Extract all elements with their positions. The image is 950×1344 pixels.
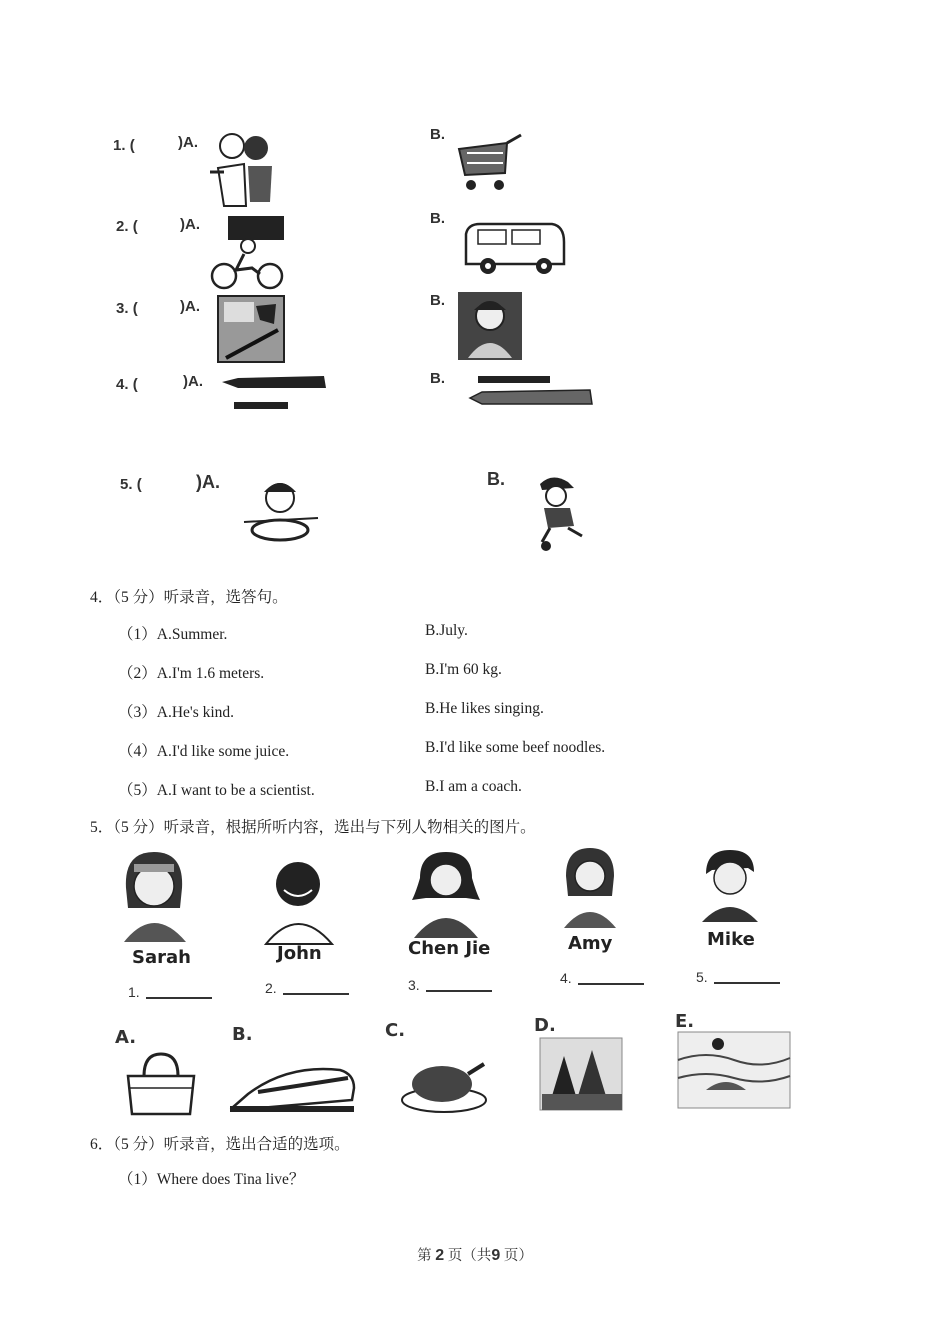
option-b-label: B. [487, 469, 505, 489]
total-page-number: 9 [491, 1247, 501, 1264]
sub-question: （1）Where does Tina live？ [118, 1171, 305, 1188]
girl-portrait-icon [456, 290, 524, 362]
option-b-label: B. [430, 370, 445, 387]
answer-row: （3）A.He's kind. [118, 704, 235, 721]
item-number: 4. ( [116, 376, 138, 393]
question-title: 4．（5 分）听录音，选答句。 [90, 589, 288, 606]
option-d-label: D. [534, 1015, 556, 1036]
train-icon [228, 1054, 358, 1114]
item-number: 3. ( [116, 300, 138, 317]
option-b: B.I'd like some beef noodles. [425, 739, 606, 756]
answer-row: （5）A.I want to be a scientist. [118, 782, 315, 799]
option-b-label: B. [430, 210, 445, 227]
page-footer: 第 2 页（共9 页） [417, 1247, 533, 1264]
answer-blank-4[interactable]: 4. [560, 970, 644, 986]
amy-portrait-icon [560, 846, 620, 928]
van-icon [460, 220, 570, 276]
option-b-label: B. [430, 126, 445, 143]
option-a-label: )A. [180, 298, 200, 315]
handbag-icon [124, 1052, 198, 1116]
forest-icon [538, 1036, 624, 1112]
person-name-mike: Mike [707, 929, 755, 950]
option-a-label: )A. [178, 134, 198, 151]
option-b: B.I'm 60 kg. [425, 661, 502, 678]
option-b: B.July. [425, 622, 468, 639]
option-a-label: )A. [183, 373, 203, 390]
person-name-sarah: Sarah [132, 947, 191, 968]
current-page-number: 2 [435, 1247, 445, 1264]
answer-row: （2）A.I'm 1.6 meters. [118, 665, 265, 682]
answer-blank-5[interactable]: 5. [696, 969, 780, 985]
option-c-label: C. [385, 1020, 406, 1041]
soccer-player-icon [530, 474, 594, 552]
shopping-cart-icon [455, 133, 525, 195]
option-a-label: )A. [196, 472, 220, 492]
beach-icon [676, 1030, 792, 1110]
person-name-amy: Amy [568, 933, 613, 954]
cyclist-icon [208, 212, 288, 292]
item-number: 2. ( [116, 218, 138, 235]
john-portrait-icon [262, 854, 336, 944]
drawing-board-icon [216, 294, 288, 364]
sarah-portrait-icon [118, 848, 190, 942]
question-title: 6．（5 分）听录音，选出合适的选项。 [90, 1136, 350, 1153]
option-b: B.I am a coach. [425, 778, 522, 795]
mike-portrait-icon [698, 848, 760, 922]
option-b-label: B. [430, 292, 445, 309]
option-b-label: B. [232, 1024, 253, 1045]
person-name-john: John [277, 943, 322, 964]
option-e-label: E. [675, 1011, 695, 1032]
answer-row: （4）A.I'd like some juice. [118, 743, 290, 760]
pens-icon [220, 372, 330, 416]
two-people-icon [210, 128, 280, 208]
answer-row: （1）A.Summer. [118, 626, 228, 643]
swimmer-icon [238, 478, 324, 546]
item-number: 5. ( [120, 476, 142, 493]
person-name-chen-jie: Chen Jie [408, 938, 491, 959]
answer-blank-2[interactable]: 2. [265, 980, 349, 996]
option-a-label: A. [115, 1027, 137, 1048]
option-b: B.He likes singing. [425, 700, 544, 717]
answer-blank-1[interactable]: 1. [128, 984, 212, 1000]
chen-jie-portrait-icon [406, 848, 486, 938]
item-number: 1. ( [113, 137, 135, 154]
answer-blank-3[interactable]: 3. [408, 977, 492, 993]
pens-icon [468, 372, 596, 410]
option-a-label: )A. [180, 216, 200, 233]
roast-chicken-icon [398, 1054, 490, 1114]
question-title: 5．（5 分）听录音，根据所听内容，选出与下列人物相关的图片。 [90, 819, 536, 836]
